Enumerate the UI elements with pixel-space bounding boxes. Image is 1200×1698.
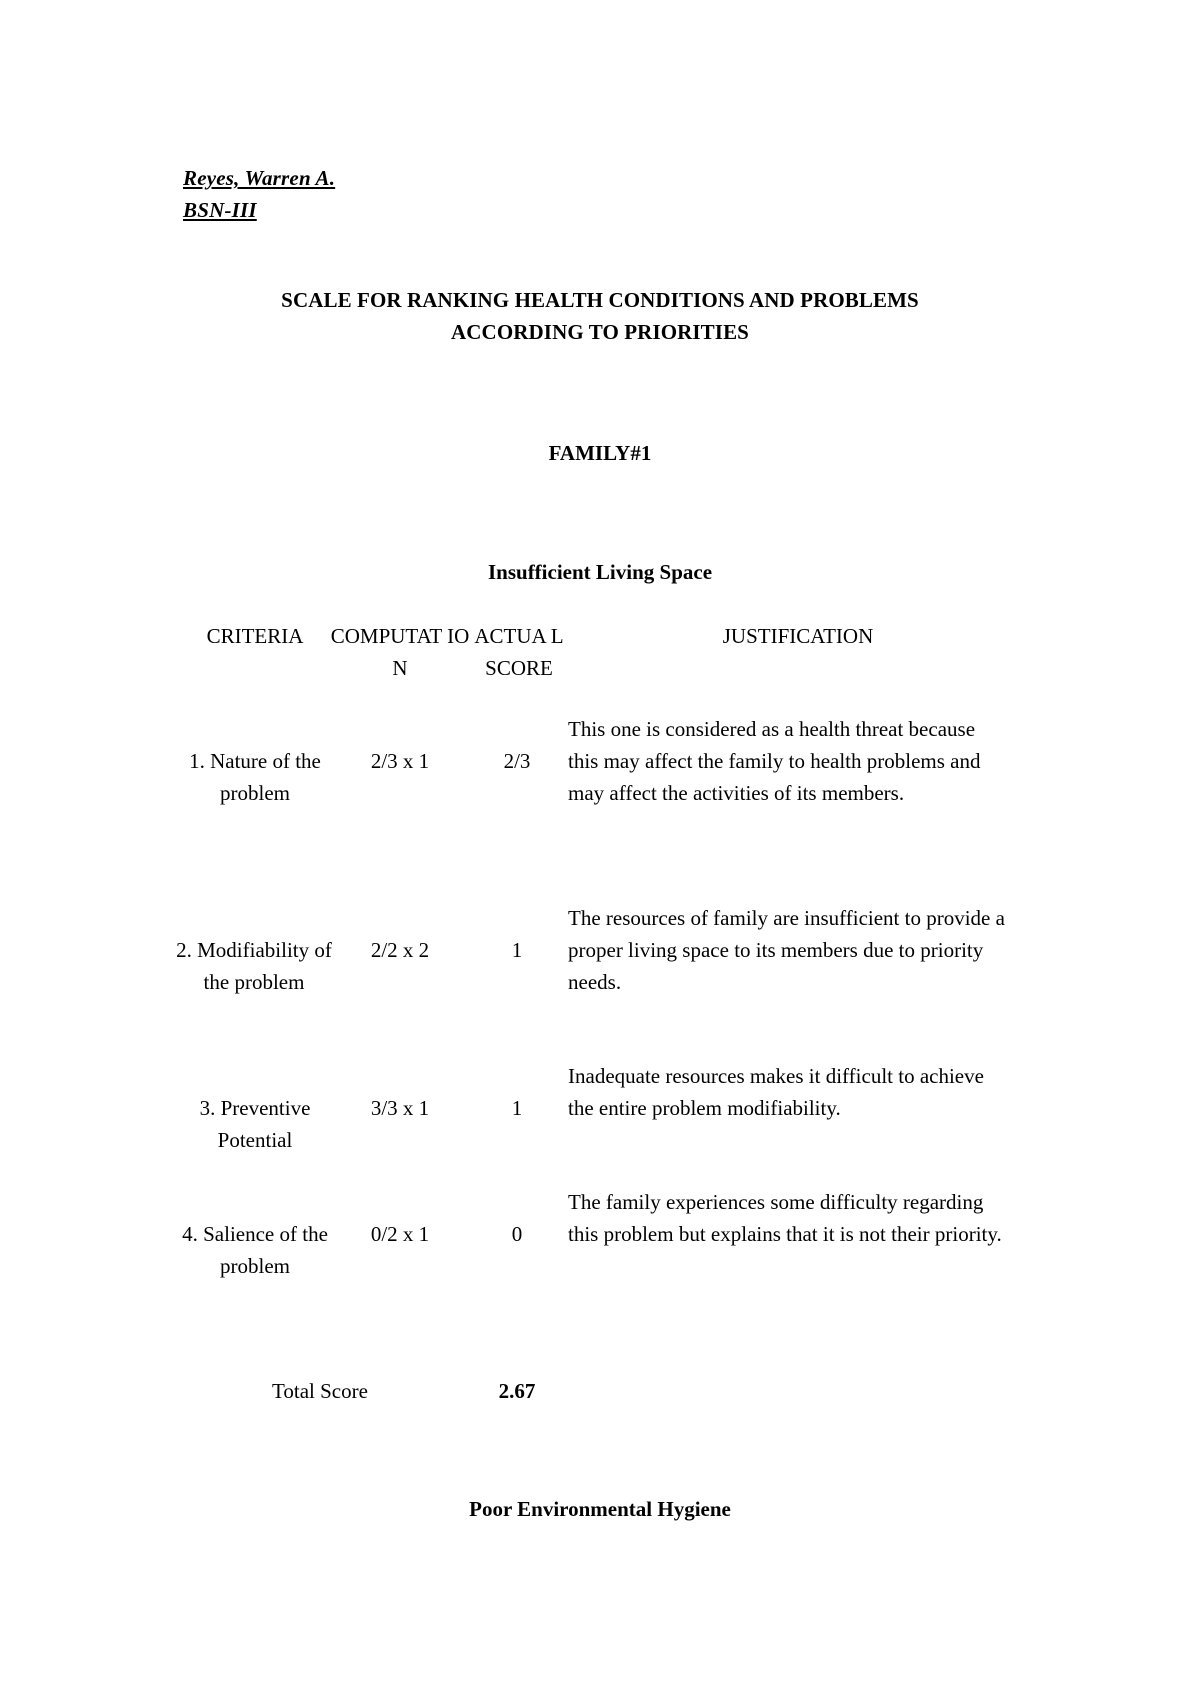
table-row-1-justification: This one is considered as a health threat because this may affect the family to health problems and may affect the activities of its members.	[568, 717, 981, 805]
table-row-2-criteria: 2. Modifiability of the problem	[176, 938, 332, 994]
table-row-4-score: 0	[511, 1222, 523, 1246]
section-heading-1: Insufficient Living Space	[487, 560, 713, 584]
document-title-line1: SCALE FOR RANKING HEALTH CONDITIONS AND PROBLEMS	[281, 288, 919, 312]
total-score-label: Total Score	[272, 1379, 368, 1403]
table-row-1-criteria: 1. Nature of the problem	[189, 749, 321, 805]
col-header-criteria: CRITERIA	[206, 624, 304, 648]
col-header-computation: COMPUTAT ION	[330, 624, 470, 680]
table-row-4-computation: 0/2 x 1	[370, 1222, 430, 1246]
table-row-3-score: 1	[511, 1096, 523, 1120]
table-row-3-justification: Inadequate resources makes it difficult to achieve the entire problem modifiability.	[568, 1064, 984, 1120]
table-row-4-justification: The family experiences some difficulty regarding this problem but explains that it is not their priority.	[568, 1190, 1002, 1246]
table-row-3-computation: 3/3 x 1	[370, 1096, 430, 1120]
family-heading: FAMILY#1	[548, 441, 652, 465]
table-row-4-criteria: 4. Salience of the problem	[182, 1222, 328, 1278]
col-header-actual-score: ACTUA L SCORE	[474, 624, 564, 680]
table-row-2-score: 1	[511, 938, 523, 962]
author-course: BSN-III	[183, 198, 257, 222]
author-name: Reyes, Warren A.	[183, 166, 336, 190]
table-row-2-computation: 2/2 x 2	[370, 938, 430, 962]
table-row-1-score: 2/3	[503, 749, 531, 773]
total-score-value: 2.67	[498, 1379, 536, 1403]
col-header-justification: JUSTIFICATION	[722, 624, 874, 648]
document-title-line2: ACCORDING TO PRIORITIES	[451, 320, 749, 344]
section-heading-2: Poor Environmental Hygiene	[469, 1497, 731, 1521]
table-row-1-computation: 2/3 x 1	[370, 749, 430, 773]
table-row-2-justification: The resources of family are insufficient to provide a proper living space to its members due to priority needs.	[568, 906, 1005, 994]
table-row-3-criteria: 3. Preventive Potential	[199, 1096, 311, 1152]
